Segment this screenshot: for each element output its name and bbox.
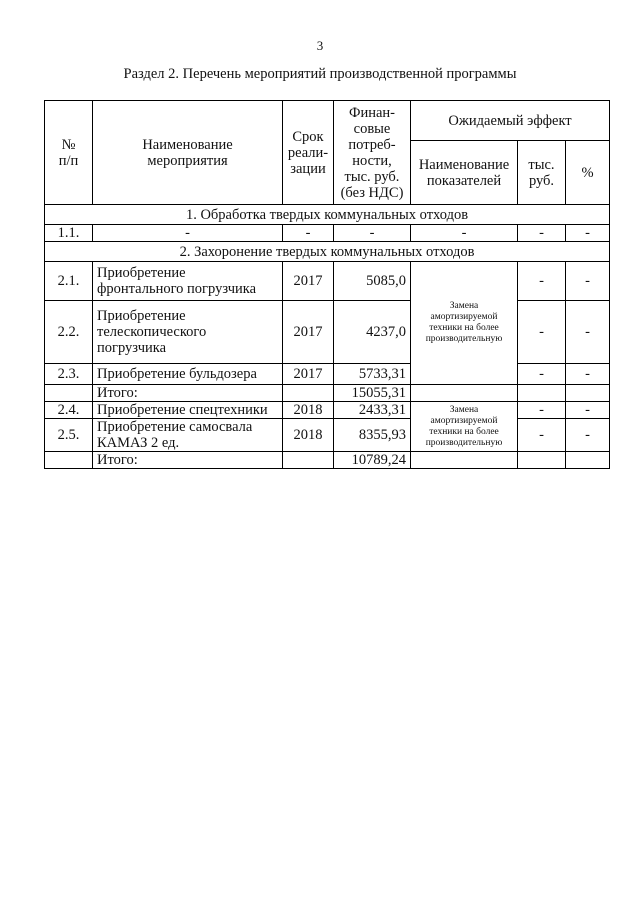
- header-indicator: Наименование показателей: [411, 141, 518, 205]
- cell-thousand-rub: -: [518, 419, 566, 452]
- cell-thousand-rub: -: [518, 301, 566, 364]
- cell-name: Приобретение спецтехники: [93, 402, 283, 419]
- total-finance: 15055,31: [334, 385, 411, 402]
- header-thousand-rub: тыс. руб.: [518, 141, 566, 205]
- cell-name: -: [93, 225, 283, 242]
- header-finance: Финан- совые потреб- ности, тыс. руб. (без НДС): [334, 101, 411, 205]
- header-term: Срок реали- зации: [283, 101, 334, 205]
- cell-num: 2.3.: [45, 364, 93, 385]
- total-row: [45, 385, 610, 402]
- cell-finance: 8355,93: [334, 419, 411, 452]
- cell-term: 2017: [283, 301, 334, 364]
- table-row: [45, 225, 610, 242]
- cell-effect-group-1: Замена амортизируемой техники на более производительную: [411, 262, 518, 385]
- cell-num: 2.5.: [45, 419, 93, 452]
- cell-percent: -: [566, 225, 610, 242]
- total-label: Итого:: [93, 385, 283, 402]
- page-number: 3: [316, 38, 324, 53]
- cell-thousand-rub: -: [518, 402, 566, 419]
- cell-percent: [566, 385, 610, 402]
- cell-indicator: [411, 452, 518, 469]
- cell-thousand-rub: -: [518, 262, 566, 301]
- cell-term: [283, 452, 334, 469]
- cell-indicator: [411, 385, 518, 402]
- section-title: Раздел 2. Перечень мероприятий производственной программы: [123, 66, 517, 82]
- table-row: [45, 419, 610, 452]
- cell-name: Приобретение бульдозера: [93, 364, 283, 385]
- cell-term: 2018: [283, 419, 334, 452]
- cell-finance: 5085,0: [334, 262, 411, 301]
- table-row: [45, 402, 610, 419]
- table-row: [45, 364, 610, 385]
- cell-finance: 5733,31: [334, 364, 411, 385]
- cell-thousand-rub: [518, 385, 566, 402]
- cell-term: 2017: [283, 262, 334, 301]
- cell-thousand-rub: -: [518, 364, 566, 385]
- cell-indicator: -: [411, 225, 518, 242]
- header-effect: Ожидаемый эффект: [411, 101, 610, 141]
- cell-term: 2018: [283, 402, 334, 419]
- cell-thousand-rub: [518, 452, 566, 469]
- header-num: № п/п: [45, 101, 93, 205]
- section-heading-2: 2. Захоронение твердых коммунальных отходов: [45, 242, 610, 262]
- table-row: [45, 301, 610, 364]
- cell-finance: 2433,31: [334, 402, 411, 419]
- total-finance: 10789,24: [334, 452, 411, 469]
- cell-finance: 4237,0: [334, 301, 411, 364]
- cell-name: Приобретение самосвала КАМАЗ 2 ед.: [93, 419, 283, 452]
- cell-percent: -: [566, 301, 610, 364]
- cell-percent: -: [566, 402, 610, 419]
- cell-name: Приобретение фронтального погрузчика: [93, 262, 283, 301]
- cell-percent: -: [566, 262, 610, 301]
- header-percent: %: [566, 141, 610, 205]
- section-row: [45, 242, 610, 262]
- cell-num: [45, 452, 93, 469]
- cell-percent: -: [566, 364, 610, 385]
- header-name: Наименование мероприятия: [93, 101, 283, 205]
- total-row: [45, 452, 610, 469]
- cell-effect-group-2: Замена амортизируемой техники на более производительную: [411, 402, 518, 452]
- section-heading-1: 1. Обработка твердых коммунальных отходов: [45, 205, 610, 225]
- total-label: Итого:: [93, 452, 283, 469]
- table-row: [45, 262, 610, 301]
- cell-num: 1.1.: [45, 225, 93, 242]
- section-row: [45, 205, 610, 225]
- cell-thousand-rub: -: [518, 225, 566, 242]
- cell-num: 2.2.: [45, 301, 93, 364]
- cell-term: [283, 385, 334, 402]
- table-header-row: [45, 101, 610, 141]
- cell-term: -: [283, 225, 334, 242]
- cell-num: 2.4.: [45, 402, 93, 419]
- cell-term: 2017: [283, 364, 334, 385]
- cell-num: [45, 385, 93, 402]
- production-program-table: [44, 100, 610, 469]
- cell-finance: -: [334, 225, 411, 242]
- cell-name: Приобретение телескопического погрузчика: [93, 301, 283, 364]
- cell-percent: [566, 452, 610, 469]
- cell-percent: -: [566, 419, 610, 452]
- cell-num: 2.1.: [45, 262, 93, 301]
